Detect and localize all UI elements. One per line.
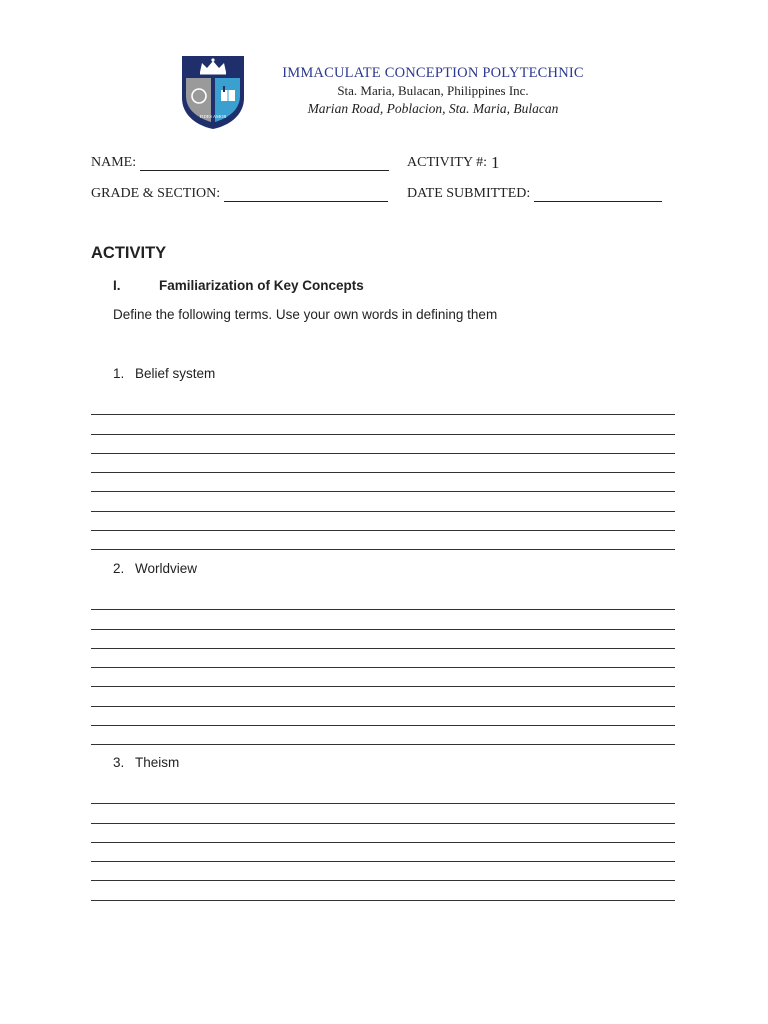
school-logo	[180, 54, 246, 130]
section-numeral: I.	[113, 278, 121, 293]
answer-line[interactable]	[91, 473, 675, 492]
date-submitted-blank[interactable]	[534, 187, 662, 202]
answer-lines[interactable]	[91, 396, 675, 550]
answer-line[interactable]	[91, 512, 675, 531]
answer-line[interactable]	[91, 804, 675, 823]
answer-line[interactable]	[91, 862, 675, 881]
school-name: IMMACULATE CONCEPTION POLYTECHNIC	[282, 65, 584, 81]
logo-motto: FIDES AMOR	[199, 114, 227, 119]
term-item	[113, 366, 215, 381]
answer-lines[interactable]	[91, 591, 675, 745]
answer-line[interactable]	[91, 843, 675, 862]
answer-line[interactable]	[91, 785, 675, 804]
term-label: Theism	[135, 755, 180, 770]
activity-number-field	[407, 155, 499, 171]
term-number: 2.	[113, 561, 125, 576]
answer-line[interactable]	[91, 881, 675, 900]
term-item	[113, 755, 179, 770]
answer-line[interactable]	[91, 591, 675, 610]
grade-section-label: GRADE & SECTION:	[91, 186, 221, 201]
name-blank[interactable]	[140, 156, 389, 171]
answer-line[interactable]	[91, 435, 675, 454]
term-number: 3.	[113, 755, 125, 770]
answer-lines[interactable]	[91, 785, 675, 901]
answer-line[interactable]	[91, 610, 675, 629]
school-road: Marian Road, Poblacion, Sta. Maria, Bulacan	[307, 101, 559, 116]
section-heading	[113, 278, 364, 293]
term-number: 1.	[113, 366, 125, 381]
date-submitted-label: DATE SUBMITTED:	[407, 186, 531, 201]
answer-line[interactable]	[91, 726, 675, 745]
answer-line[interactable]	[91, 415, 675, 434]
term-label: Belief system	[135, 366, 216, 381]
answer-line[interactable]	[91, 687, 675, 706]
answer-line[interactable]	[91, 649, 675, 668]
school-address: Sta. Maria, Bulacan, Philippines Inc.	[337, 83, 529, 98]
instructions-text: Define the following terms. Use your own words in defining them	[113, 307, 498, 322]
section-title: Familiarization of Key Concepts	[159, 278, 364, 293]
answer-line[interactable]	[91, 707, 675, 726]
answer-line[interactable]	[91, 824, 675, 843]
answer-line[interactable]	[91, 396, 675, 415]
term-item	[113, 561, 197, 576]
school-header	[258, 64, 608, 118]
name-field	[91, 155, 389, 171]
date-submitted-field	[407, 186, 662, 202]
activity-number-label: ACTIVITY #:	[407, 155, 487, 170]
activity-heading: ACTIVITY	[91, 244, 167, 262]
answer-line[interactable]	[91, 668, 675, 687]
activity-number-value: 1	[490, 153, 500, 172]
grade-section-field	[91, 186, 388, 202]
answer-line[interactable]	[91, 454, 675, 473]
name-label: NAME:	[91, 155, 137, 170]
grade-section-blank[interactable]	[224, 187, 388, 202]
answer-line[interactable]	[91, 492, 675, 511]
answer-line[interactable]	[91, 531, 675, 550]
term-label: Worldview	[135, 561, 198, 576]
answer-line[interactable]	[91, 630, 675, 649]
